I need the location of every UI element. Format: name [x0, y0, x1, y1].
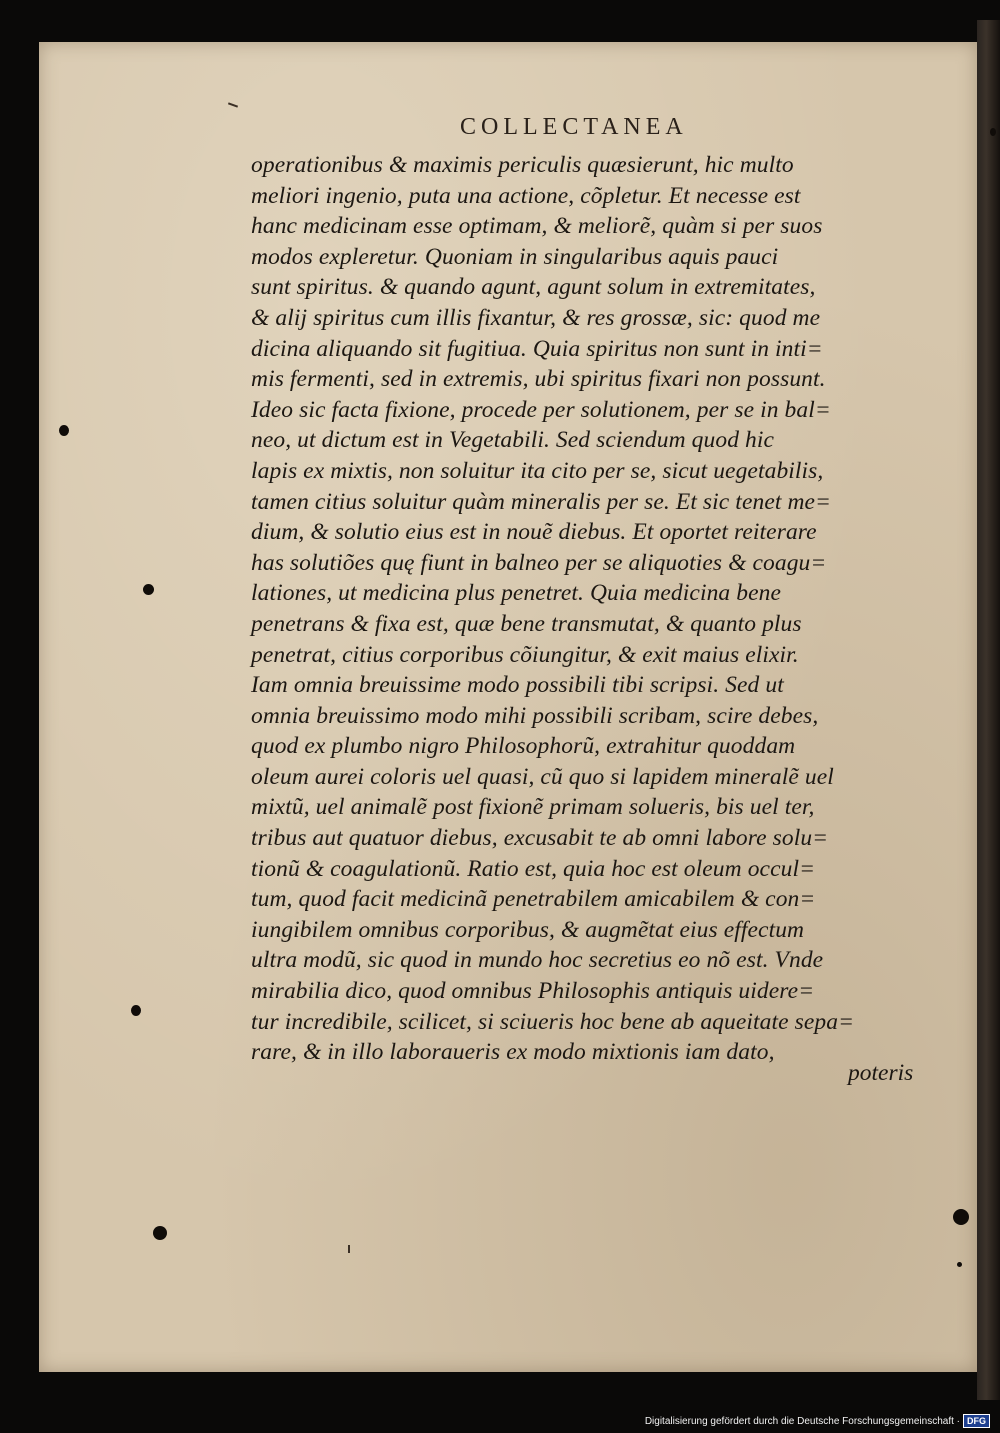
running-title: COLLECTANEA: [460, 114, 688, 140]
digitization-credit: [645, 1414, 990, 1428]
text-line: quod ex plumbo nigro Philosophorũ, extrahitur quoddam: [251, 733, 796, 760]
text-line: tur incredibile, scilicet, si sciueris hoc bene ab aqueitate sepa=: [251, 1008, 855, 1035]
text-line: neo, ut dictum est in Vegetabili. Sed sciendum quod hic: [251, 427, 775, 454]
text-line: Iam omnia breuissime modo possibili tibi scripsi. Sed ut: [251, 672, 784, 699]
text-line: lapis ex mixtis, non soluitur ita cito per se, sicut uegetabilis,: [251, 457, 824, 484]
text-line: mis fermenti, sed in extremis, ubi spiritus fixari non possunt.: [251, 366, 826, 393]
text-line: rare, & in illo laboraueris ex modo mixtionis iam dato,: [251, 1039, 775, 1066]
text-line: operationibus & maximis periculis quæsierunt, hic multo: [251, 152, 794, 178]
speck-1: [990, 128, 996, 136]
speck-2: [957, 1262, 962, 1267]
body-text: [251, 150, 941, 1068]
text-line: tum, quod facit medicinã penetrabilem amicabilem & con=: [251, 886, 816, 913]
page-mark-2: [348, 1245, 350, 1253]
text-line: has solutiões quę fiunt in balneo per se aliquoties & coagu=: [251, 549, 827, 576]
text-line: sunt spiritus. & quando agunt, agunt solum in extremitates,: [251, 274, 816, 301]
text-line: lationes, ut medicina plus penetret. Quia medicina bene: [251, 580, 782, 607]
text-line: tamen citius soluitur quàm mineralis per se. Et sic tenet me=: [251, 488, 832, 515]
text-line: hanc medicinam esse optimam, & meliorẽ, quàm si per suos: [251, 213, 823, 240]
binding-hole-3: [131, 1005, 141, 1016]
text-line: oleum aurei coloris uel quasi, cũ quo si lapidem mineralẽ uel: [251, 763, 834, 790]
binding-hole-4: [153, 1226, 167, 1240]
text-line: mirabilia dico, quod omnibus Philosophis antiquis uidere=: [251, 978, 815, 1005]
text-line: modos expleretur. Quoniam in singularibus aquis pauci: [251, 243, 779, 270]
text-line: Ideo sic facta fixione, procede per solutionem, per se in bal=: [251, 396, 831, 423]
text-line: dium, & solutio eius est in nouẽ diebus. Et oportet reiterare: [251, 519, 817, 546]
text-line: penetrat, citius corporibus cõiungitur, & exit maius elixir.: [251, 641, 799, 668]
text-line: penetrans & fixa est, quæ bene transmutat, & quanto plus: [251, 610, 802, 637]
binding-hole-1: [59, 425, 69, 436]
binding-hole-5: [953, 1209, 969, 1225]
text-line: & alij spiritus cum illis fixantur, & res grossæ, sic: quod me: [251, 304, 821, 331]
catchword: poteris: [848, 1060, 914, 1086]
text-line: tribus aut quatuor diebus, excusabit te ab omni labore solu=: [251, 825, 829, 852]
credit-text: Digitalisierung gefördert durch die Deutsche Forschungsgemeinschaft ·: [644, 1415, 960, 1427]
text-line: mixtũ, uel animalẽ post fixionẽ primam solueris, bis uel ter,: [251, 794, 815, 821]
text-line: tionũ & coagulationũ. Ratio est, quia hoc est oleum occul=: [251, 855, 816, 882]
dfg-logo-icon: DFG: [963, 1414, 990, 1428]
text-line: ultra modũ, sic quod in mundo hoc secretius eo nõ est. Vnde: [251, 947, 824, 974]
text-line: omnia breuissimo modo mihi possibili scribam, scire debes,: [251, 702, 819, 729]
adjacent-page-edge: [977, 20, 1000, 1400]
binding-hole-2: [143, 584, 154, 595]
text-line: dicina aliquando sit fugitiua. Quia spiritus non sunt in inti=: [251, 335, 823, 362]
text-line: iungibilem omnibus corporibus, & augmẽtat eius effectum: [251, 916, 805, 943]
text-line: meliori ingenio, puta una actione, cõpletur. Et necesse est: [251, 182, 801, 209]
